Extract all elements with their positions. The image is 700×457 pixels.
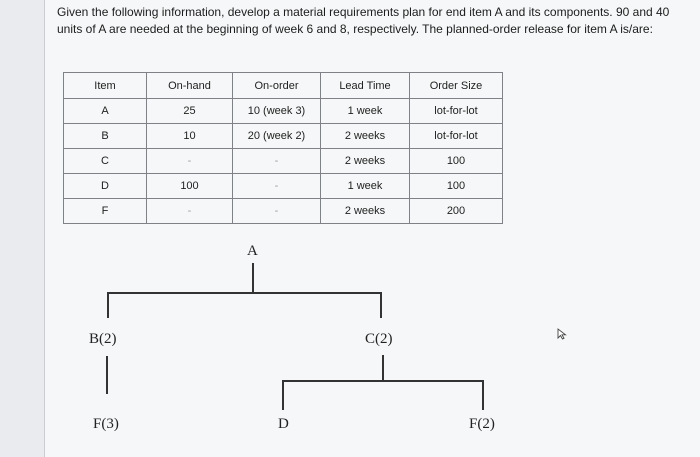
cell-on-hand: 10 (147, 124, 233, 149)
cell-on-order: 10 (week 3) (233, 99, 321, 124)
cell-on-order: - (233, 174, 321, 199)
tree-node-d: D (278, 416, 289, 432)
table-header-row (64, 73, 503, 99)
cell-item: C (64, 149, 147, 174)
cell-on-hand: 25 (147, 99, 233, 124)
table-row (64, 199, 503, 224)
tree-node-b: B(2) (89, 331, 117, 347)
table-row (64, 149, 503, 174)
table-row (64, 124, 503, 149)
cell-lead-time: 2 weeks (321, 199, 410, 224)
cell-item: D (64, 174, 147, 199)
cell-lead-time: 1 week (321, 174, 410, 199)
cell-order-size: 100 (410, 149, 503, 174)
tree-connector (382, 355, 384, 381)
cell-item: A (64, 99, 147, 124)
tree-connector (380, 292, 382, 318)
tree-node-f-under-b: F(3) (93, 416, 119, 432)
header-lead-time: Lead Time (321, 73, 410, 99)
cell-lead-time: 2 weeks (321, 124, 410, 149)
cell-on-order: - (233, 149, 321, 174)
cell-item: F (64, 199, 147, 224)
tree-connector (282, 380, 484, 382)
cell-lead-time: 2 weeks (321, 149, 410, 174)
cell-order-size: 200 (410, 199, 503, 224)
tree-node-c: C(2) (365, 331, 393, 347)
cell-item: B (64, 124, 147, 149)
cell-on-order: - (233, 199, 321, 224)
tree-node-f-under-c: F(2) (469, 416, 495, 432)
tree-connector (482, 380, 484, 410)
tree-connector (107, 292, 382, 294)
header-item: Item (64, 73, 147, 99)
inventory-table (63, 72, 503, 224)
tree-node-a: A (247, 243, 258, 259)
cell-on-hand: - (147, 149, 233, 174)
tree-connector (282, 380, 284, 410)
cell-order-size: lot-for-lot (410, 99, 503, 124)
cell-lead-time: 1 week (321, 99, 410, 124)
header-on-order: On-order (233, 73, 321, 99)
question-text: Given the following information, develop a material requirements plan for end item A and its components. 90 and 40 units of A are needed at the beginning of week 6 and 8, respectively. The planned-order release for item A is/are: (57, 5, 670, 36)
cell-on-order: 20 (week 2) (233, 124, 321, 149)
header-on-hand: On-hand (147, 73, 233, 99)
tree-connector (107, 292, 109, 318)
mouse-pointer-icon (557, 328, 569, 340)
question-page (44, 0, 700, 457)
table-row (64, 174, 503, 199)
tree-connector (252, 263, 254, 293)
cell-order-size: 100 (410, 174, 503, 199)
table-row (64, 99, 503, 124)
cell-order-size: lot-for-lot (410, 124, 503, 149)
header-order-size: Order Size (410, 73, 503, 99)
cell-on-hand: 100 (147, 174, 233, 199)
cell-on-hand: - (147, 199, 233, 224)
tree-connector (106, 356, 108, 394)
